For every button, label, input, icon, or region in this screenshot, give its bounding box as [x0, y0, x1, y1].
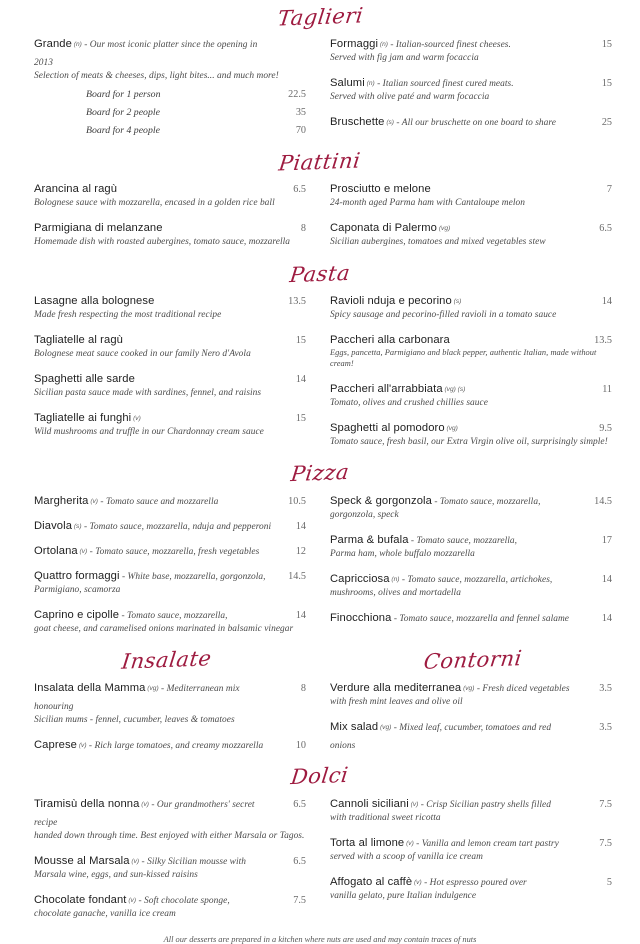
menu-item-text — [330, 379, 578, 397]
section-piattini — [14, 145, 626, 257]
menu-item-text — [34, 890, 272, 908]
menu-item-line — [330, 330, 612, 348]
menu-item-description: vanilla gelato, pure Italian indulgence — [330, 890, 477, 901]
board-option-label: Board for 2 people — [86, 107, 160, 119]
menu-item-inline-description: - Tomato sauce, mozzarella, artichokes, — [399, 574, 553, 585]
menu-item-inline-description: - Italian-sourced finest cheeses. — [387, 40, 511, 50]
menu-item — [34, 735, 306, 753]
menu-item-line — [34, 678, 306, 714]
menu-item-name: Prosciutto e melone — [330, 183, 431, 196]
menu-item-line — [34, 34, 306, 70]
section-columns — [14, 794, 626, 929]
menu-item-text — [330, 794, 578, 812]
menu-item-name: Parma & bufala — [330, 533, 409, 546]
menu-item-text — [34, 408, 272, 426]
section-taglieri-heading: Taglieri — [275, 2, 365, 31]
column-right — [320, 794, 626, 929]
menu-item-name: Spaghetti al pomodoro — [330, 421, 445, 434]
menu-item-name: Salumi — [330, 77, 365, 90]
menu-item-description: Served with olive paté and warm focaccia — [330, 92, 490, 103]
menu-item-text — [34, 794, 272, 830]
menu-item-line — [34, 851, 306, 869]
menu-item-name: Diavola — [34, 519, 73, 532]
section-pizza-heading-wrap — [14, 457, 626, 491]
menu-item-description: Sicilian mums - fennel, cucumber, leaves & tomatoes — [34, 714, 235, 725]
menu-item — [34, 218, 306, 248]
menu-sections — [14, 0, 626, 929]
column-right — [320, 678, 626, 760]
menu-item-description: Spicy sausage and pecorino-filled ravioli in a tomato sauce — [330, 310, 557, 321]
menu-item-line — [34, 794, 306, 830]
dietary-tag: (n) — [378, 41, 388, 48]
menu-item-name: Margherita — [34, 494, 89, 507]
menu-item-price: 6.5 — [599, 223, 612, 235]
menu-item — [34, 541, 306, 559]
menu-item-description: Made fresh respecting the most traditional recipe — [34, 310, 222, 321]
menu-item-name: Caponata di Palermo — [330, 222, 438, 235]
menu-item-description: Parma ham, whole buffalo mozzarella — [330, 548, 475, 559]
menu-item-description: Eggs, pancetta, Parmigiano and black pepper, authentic Italian, made without cream! — [330, 348, 597, 368]
menu-item-inline-description: - Our most iconic platter since the opening in 2013 — [34, 40, 258, 68]
menu-item-price: 8 — [300, 682, 306, 694]
menu-item-text — [330, 569, 578, 587]
menu-item-description: chocolate ganache, vanilla ice cream — [34, 908, 176, 919]
menu-item-description: Selection of meats & cheeses, dips, light bites... and much more! — [34, 71, 279, 81]
menu-item — [330, 418, 612, 448]
menu-item-text — [330, 530, 578, 548]
menu-item-price: 7.5 — [599, 798, 612, 810]
menu-item-description: Served with fig jam and warm focaccia — [330, 53, 479, 63]
menu-item-price: 14.5 — [288, 570, 306, 582]
menu-item-description: Homemade dish with roasted aubergines, tomato sauce, mozzarella — [34, 237, 290, 248]
board-option-label: Board for 1 person — [86, 89, 161, 101]
dietary-tag: (vg) — [461, 684, 475, 692]
menu-item — [34, 851, 306, 881]
menu-item — [330, 678, 612, 708]
menu-item-line — [330, 34, 612, 52]
menu-item-price: 10.5 — [288, 495, 306, 507]
menu-item-line — [330, 291, 612, 309]
menu-item-name: Bruschette — [330, 116, 385, 129]
menu-item-name: Ortolana — [34, 544, 78, 557]
column-left — [14, 491, 320, 644]
menu-item-inline-description: - Mediterranean mix honouring — [34, 683, 240, 712]
menu-item-name: Lasagne alla bolognese — [34, 295, 155, 308]
menu-item-name: Parmigiana di melanzane — [34, 222, 163, 235]
menu-item-name: Grande — [34, 38, 72, 50]
menu-item-description: handed down through time. Best enjoyed with either Marsala or Tagos. — [34, 830, 305, 841]
menu-item-description: Bolognese meat sauce cooked in our family Nero d'Avola — [34, 349, 251, 360]
menu-item-inline-description: - Vanilla and lemon cream tart pastry — [413, 838, 559, 849]
section-piattini-heading-wrap — [14, 145, 626, 179]
menu-item-name: Mousse al Marsala — [34, 854, 130, 867]
column-right — [320, 34, 626, 145]
menu-item-price: 14 — [295, 520, 306, 532]
menu-item-price: 14 — [601, 573, 612, 585]
menu-item-line — [34, 516, 306, 534]
dietary-tag: (v) — [412, 878, 422, 886]
menu-item-text — [34, 34, 272, 70]
menu-item-text — [330, 112, 578, 130]
menu-item-name: Paccheri all'arrabbiata — [330, 382, 443, 395]
menu-item-inline-description: - Fresh diced vegetables — [474, 683, 570, 694]
menu-item-price: 15 — [295, 335, 306, 347]
menu-item-line — [330, 833, 612, 851]
menu-item-name: Insalata della Mamma — [34, 681, 146, 694]
dietary-tag: (vg) — [145, 684, 159, 692]
dietary-tag: (s) — [72, 522, 82, 530]
menu-item-price: 15 — [601, 78, 612, 90]
menu-item-line — [330, 569, 612, 587]
menu-item — [34, 34, 306, 136]
menu-item-description: with fresh mint leaves and olive oil — [330, 696, 463, 707]
menu-item-inline-description: - Tomato sauce and mozzarella — [98, 496, 219, 507]
menu-item-description: served with a scoop of vanilla ice cream — [330, 851, 483, 862]
menu-item-price: 14 — [295, 374, 306, 386]
menu-item-name: Spaghetti alle sarde — [34, 373, 135, 386]
menu-item-text — [34, 491, 272, 509]
column-left — [14, 179, 320, 257]
menu-item-line — [330, 530, 612, 548]
section-pizza — [14, 457, 626, 644]
section-insalate-contorni-left-heading-wrap — [14, 644, 320, 678]
menu-item-text — [330, 34, 578, 52]
menu-item-line — [330, 112, 612, 130]
menu-item-name: Tagliatelle al ragù — [34, 334, 123, 347]
dietary-tag: (v) — [129, 857, 140, 865]
section-insalate-contorni-left-heading: Insalate — [120, 646, 214, 674]
menu-item-name: Caprino e cipolle — [34, 608, 120, 621]
menu-item-name: Finocchiona — [330, 611, 392, 624]
board-option-row — [34, 89, 306, 100]
menu-item-line — [330, 418, 612, 436]
menu-item-inline-description: - All our bruschette on one board to share — [394, 118, 556, 129]
menu-item-description: goat cheese, and caramelised onions marinated in balsamic vinegar — [34, 623, 294, 634]
section-insalate-contorni — [14, 644, 626, 760]
board-option-label: Board for 4 people — [86, 125, 160, 137]
menu-item-name: Caprese — [34, 738, 77, 751]
menu-item — [34, 408, 306, 438]
dietary-tag: (n) — [389, 575, 400, 583]
menu-item — [34, 516, 306, 534]
menu-item-text — [330, 73, 578, 91]
menu-item-description: Tomato, olives and crushed chillies sauce — [330, 397, 488, 408]
dietary-tag: (v) — [408, 800, 419, 808]
menu-item-text — [34, 179, 272, 197]
menu-item-text — [330, 418, 578, 436]
menu-item — [34, 291, 306, 321]
column-left — [14, 794, 320, 929]
menu-item-inline-description: - Hot espresso poured over — [421, 877, 527, 888]
menu-item — [34, 678, 306, 726]
dietary-tag: (v) — [77, 741, 87, 749]
section-columns — [14, 491, 626, 644]
menu-item-description: Wild mushrooms and truffle in our Chardonnay cream sauce — [34, 427, 264, 438]
board-option-row — [34, 107, 306, 118]
menu-item-price: 25 — [601, 117, 612, 129]
menu-item-text — [34, 566, 272, 584]
menu-item — [330, 608, 612, 626]
section-taglieri — [14, 0, 626, 145]
dietary-tag: (v) — [131, 415, 141, 423]
menu-item-name: Affogato al caffè — [330, 875, 413, 888]
menu-item-text — [34, 735, 272, 753]
menu-item-name: Cannoli siciliani — [330, 797, 409, 810]
menu-item-line — [34, 369, 306, 387]
menu-item-description: Marsala wine, eggs, and sun-kissed raisins — [34, 869, 198, 880]
menu-item — [330, 73, 612, 103]
menu-item-price: 7.5 — [293, 894, 306, 906]
menu-item-price: 6.5 — [293, 184, 306, 196]
menu-item-name: Quattro formaggi — [34, 569, 120, 582]
menu-item — [330, 291, 612, 321]
menu-item-name: Tiramisù della nonna — [34, 797, 140, 810]
menu-item — [330, 112, 612, 130]
section-columns — [14, 34, 626, 145]
menu-item-inline-description: - Silky Sicilian mousse with — [139, 856, 247, 867]
menu-item — [330, 491, 612, 521]
section-headings-row — [14, 644, 626, 678]
menu-item-price: 17 — [601, 534, 612, 546]
menu-item-inline-description: - Tomato sauce, mozzarella, — [408, 535, 518, 546]
section-insalate-contorni-right-heading: Contorni — [422, 646, 524, 675]
column-right — [320, 291, 626, 457]
menu-item-line — [330, 608, 612, 626]
dietary-tag: (vg) — [444, 424, 458, 432]
board-option-price: 22.5 — [288, 89, 306, 101]
menu-item-line — [34, 408, 306, 426]
menu-item-price: 3.5 — [599, 682, 612, 694]
menu-item — [330, 330, 612, 370]
menu-item-text — [34, 605, 272, 623]
menu-item-inline-description: - Tomato sauce, mozzarella, — [119, 610, 228, 621]
column-right — [320, 491, 626, 644]
menu-item — [330, 717, 612, 753]
column-left — [14, 34, 320, 145]
menu-item-price: 14 — [601, 296, 612, 308]
menu-item-description: Tomato sauce, fresh basil, our Extra Virgin olive oil, surprisingly simple! — [330, 436, 608, 447]
menu-item-price: 6.5 — [293, 798, 306, 810]
board-option-price: 70 — [295, 125, 306, 137]
menu-item-description: 24-month aged Parma ham with Cantaloupe melon — [330, 198, 525, 209]
menu-item-text — [330, 872, 578, 890]
menu-item-line — [34, 735, 306, 753]
menu-item-name: Ravioli nduja e pecorino — [330, 295, 452, 308]
menu-item-name: Tagliatelle ai funghi — [34, 412, 132, 425]
dietary-tag: (vg) — [437, 225, 451, 233]
menu-item-line — [34, 605, 306, 623]
menu-item-price: 12 — [295, 545, 306, 557]
menu-item-price: 10 — [295, 739, 306, 751]
dietary-tag: (v) — [88, 497, 99, 505]
dietary-tag: (n) — [364, 80, 375, 88]
menu-item-line — [34, 330, 306, 348]
menu-item — [330, 379, 612, 409]
menu-item-name: Formaggi — [330, 38, 379, 50]
menu-item-name: Verdure alla mediterranea — [330, 681, 462, 694]
menu-item-price: 7.5 — [599, 837, 612, 849]
menu-item-inline-description: - Tomato sauce, mozzarella and fennel salame — [391, 613, 570, 624]
column-left — [14, 291, 320, 457]
menu-item-text — [34, 291, 272, 309]
menu-item-price: 8 — [300, 223, 306, 235]
menu-item-text — [330, 291, 578, 309]
section-taglieri-heading-wrap — [14, 0, 626, 34]
menu-item-line — [330, 218, 612, 236]
section-dolci-heading: Dolci — [289, 763, 351, 790]
menu-item-text — [34, 541, 272, 559]
menu-item-description: Sicilian aubergines, tomatoes and mixed vegetables stew — [330, 237, 546, 248]
section-columns — [14, 678, 626, 760]
menu-item — [330, 569, 612, 599]
dietary-tag: (v) — [139, 800, 149, 808]
menu-item-price: 5 — [606, 876, 612, 888]
menu-item-text — [330, 179, 578, 197]
section-pizza-heading: Pizza — [289, 460, 351, 487]
menu-item — [330, 872, 612, 902]
column-left — [14, 678, 320, 760]
menu-item-price: 15 — [295, 413, 306, 425]
column-right — [320, 179, 626, 257]
menu-item-description: Parmigiano, scamorza — [34, 584, 121, 595]
section-piattini-heading: Piattini — [277, 147, 363, 176]
menu-item-line — [330, 379, 612, 397]
menu-item-price: 11 — [602, 383, 612, 395]
menu-item-price: 13.5 — [288, 296, 306, 308]
menu-item-line — [34, 491, 306, 509]
menu-item-name: Capricciosa — [330, 572, 390, 585]
allergen-footnote: All our desserts are prepared in a kitchen where nuts are used and may contain traces of nuts — [163, 934, 477, 944]
menu-item-inline-description: - Crisp Sicilian pastry shells filled — [418, 799, 551, 810]
menu-item-price: 14 — [601, 612, 612, 624]
menu-item-line — [330, 491, 612, 509]
section-pasta — [14, 257, 626, 457]
menu-item-inline-description: - Mixed leaf, cucumber, tomatoes and red onions — [330, 722, 552, 751]
dietary-tag: (v) — [404, 839, 414, 847]
menu-item — [34, 890, 306, 920]
dietary-tag: (n) — [71, 41, 82, 48]
menu-item — [330, 34, 612, 64]
menu-item — [34, 794, 306, 842]
menu-item-line — [330, 717, 612, 753]
menu-item — [34, 566, 306, 596]
menu-item-line — [330, 73, 612, 91]
board-option-price: 35 — [295, 107, 306, 119]
menu-item-name: Paccheri alla carbonara — [330, 334, 450, 347]
menu-item-text — [34, 678, 272, 714]
menu-item-inline-description: - Italian sourced finest cured meats. — [374, 79, 514, 90]
menu-item-inline-description: - Soft chocolate sponge, — [136, 895, 230, 906]
section-dolci-heading-wrap — [14, 760, 626, 794]
menu-item-text — [34, 851, 272, 869]
menu-item-line — [330, 179, 612, 197]
dietary-tag: (vg) — [378, 723, 392, 731]
menu-item-description: gorgonzola, speck — [330, 509, 399, 520]
section-dolci — [14, 760, 626, 929]
menu-item-text — [330, 330, 578, 348]
menu-item-price: 9.5 — [599, 422, 612, 434]
menu-item-text — [34, 369, 272, 387]
menu-item-line — [34, 291, 306, 309]
menu-item-line — [34, 218, 306, 236]
menu-item-price: 7 — [606, 184, 612, 196]
menu-item-description: mushrooms, olives and mortadella — [330, 587, 461, 598]
menu-item-line — [330, 678, 612, 696]
menu-item-description: Bolognese sauce with mozzarella, encased in a golden rice ball — [34, 198, 275, 209]
menu-item — [34, 179, 306, 209]
menu-item-price: 15 — [601, 39, 612, 50]
section-columns — [14, 291, 626, 457]
menu-item-name: Mix salad — [330, 720, 379, 733]
menu-item-inline-description: - Rich large tomatoes, and creamy mozzarella — [86, 740, 264, 751]
menu-item-text — [330, 678, 578, 696]
menu-item-inline-description: - Tomato sauce, mozzarella, nduja and pepperoni — [81, 521, 272, 532]
menu-item-price: 6.5 — [293, 855, 306, 867]
menu-item-name: Torta al limone — [330, 836, 405, 849]
menu-item-price: 14.5 — [594, 495, 612, 507]
menu-item-description: with traditional sweet ricotta — [330, 812, 441, 823]
dietary-tag: (vg) (s) — [442, 385, 466, 393]
menu-item-line — [330, 794, 612, 812]
dietary-tag: (s) — [384, 119, 395, 127]
menu-item-price: 14 — [295, 609, 306, 621]
section-columns — [14, 179, 626, 257]
menu-item-line — [34, 179, 306, 197]
menu-item-text — [34, 330, 272, 348]
menu-item-text — [34, 218, 272, 236]
menu-item — [34, 491, 306, 509]
section-pasta-heading: Pasta — [288, 260, 352, 287]
menu-item-text — [330, 218, 578, 236]
menu-item-text — [34, 516, 272, 534]
dietary-tag: (s) — [451, 298, 462, 306]
menu-item-inline-description: - White base, mozzarella, gorgonzola, — [119, 571, 266, 582]
menu-item — [34, 330, 306, 360]
menu-item-text — [330, 608, 578, 626]
menu-item-text — [330, 833, 578, 851]
menu-item-price: 13.5 — [594, 335, 612, 347]
menu-item-line — [34, 566, 306, 584]
menu-item — [34, 369, 306, 399]
menu-item — [330, 218, 612, 248]
menu-item-text — [330, 491, 578, 509]
board-option-row — [34, 125, 306, 136]
menu-item — [330, 530, 612, 560]
menu-item-inline-description: - Our grandmothers' secret recipe — [34, 799, 255, 828]
menu-item-line — [330, 872, 612, 890]
section-pasta-heading-wrap — [14, 257, 626, 291]
menu-item — [330, 833, 612, 863]
menu-item-description: Sicilian pasta sauce made with sardines, fennel, and raisins — [34, 388, 262, 399]
menu-item-line — [34, 541, 306, 559]
menu-item-name: Chocolate fondant — [34, 893, 127, 906]
menu-item-text — [330, 717, 578, 753]
menu-item — [330, 179, 612, 209]
section-insalate-contorni-right-heading-wrap — [320, 644, 626, 678]
menu-item-inline-description: - Tomato sauce, mozzarella, fresh vegetables — [87, 546, 260, 557]
menu-item — [330, 794, 612, 824]
menu-item-inline-description: - Tomato sauce, mozzarella, — [431, 496, 541, 507]
menu-item-price: 3.5 — [599, 721, 612, 733]
menu-item-name: Speck & gorgonzola — [330, 494, 432, 507]
dietary-tag: (v) — [126, 896, 137, 904]
dietary-tag: (v) — [77, 547, 88, 555]
menu-item-line — [34, 890, 306, 908]
menu-item — [34, 605, 306, 635]
menu-item-name: Arancina al ragù — [34, 183, 118, 196]
